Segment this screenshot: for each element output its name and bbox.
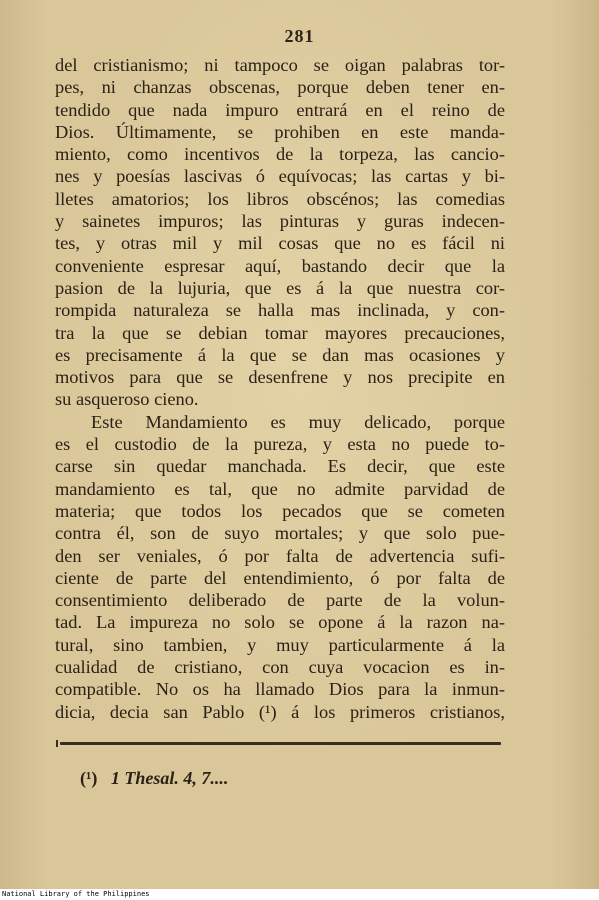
text-line: dicia, decia san Pablo (¹) á los primeros cristianos, <box>55 701 505 722</box>
text-line: den ser veniales, ó por falta de advertencia sufi- <box>55 545 505 566</box>
text-line: Este Mandamiento es muy delicado, porque <box>91 411 505 432</box>
text-line: su asqueroso cieno. <box>55 389 199 410</box>
footnote <box>80 768 228 789</box>
text-line: pes, ni chanzas obscenas, porque deben tener en- <box>55 77 505 98</box>
text-line: ciente de parte del entendimiento, ó por falta de <box>55 567 505 588</box>
footnote-marker: (¹) <box>80 768 98 788</box>
text-line: pasion de la lujuria, que es á la que nuestra cor- <box>55 277 505 298</box>
text-line: cualidad de cristiano, con cuya vocacion es in- <box>55 657 505 678</box>
footnote-rule <box>60 742 501 745</box>
text-line: tural, sino tambien, y muy particularmente á la <box>55 634 505 655</box>
text-line: lletes amatorios; los libros obscénos; las comedias <box>55 188 505 209</box>
text-line: contra él, son de suyo mortales; y que solo pue- <box>55 523 505 544</box>
text-line: es el custodio de la pureza, y esta no puede to- <box>55 434 505 455</box>
text-line: del cristianismo; ni tampoco se oigan palabras tor- <box>55 55 505 75</box>
text-line: motivos para que se desenfrene y nos precipite en <box>55 367 505 388</box>
text-line: miento, como incentivos de la torpeza, las cancio- <box>55 144 505 165</box>
text-line: y sainetes impuros; las pinturas y guras indecen- <box>55 211 505 232</box>
text-line: nes y poesías lascivas ó equívocas; las cartas y bi- <box>55 166 505 187</box>
text-line: rompida naturaleza se halla mas inclinada, y con- <box>55 300 505 321</box>
text-line: compatible. No os ha llamado Dios para la inmun- <box>55 679 505 700</box>
text-line: carse sin quedar manchada. Es decir, que este <box>55 456 505 477</box>
text-line: mandamiento es tal, que no admite parvidad de <box>55 478 505 499</box>
body-text <box>55 54 505 723</box>
text-line: consentimiento deliberado de parte de la volun- <box>55 590 505 611</box>
text-line: es precisamente á la que se dan mas ocasiones y <box>55 344 505 365</box>
text-line: tra la que se debian tomar mayores precauciones, <box>55 322 505 343</box>
text-line: materia; que todos los pecados que se cometen <box>55 500 505 521</box>
text-line: conveniente espresar aquí, bastando decir que la <box>55 255 505 276</box>
text-line: tendido que nada impuro entrará en el reino de <box>55 99 505 120</box>
text-line: tad. La impureza no solo se opone á la razon na- <box>55 612 505 633</box>
page-number: 281 <box>284 26 315 46</box>
footnote-rule-tick <box>56 740 58 747</box>
text-line: Dios. Últimamente, se prohiben en este manda- <box>55 121 505 142</box>
footnote-reference: 1 Thesal. 4, 7.... <box>110 768 229 788</box>
library-credit: National Library of the Philippines <box>2 890 150 898</box>
text-line: tes, y otras mil y mil cosas que no es fácil ni <box>55 233 505 254</box>
